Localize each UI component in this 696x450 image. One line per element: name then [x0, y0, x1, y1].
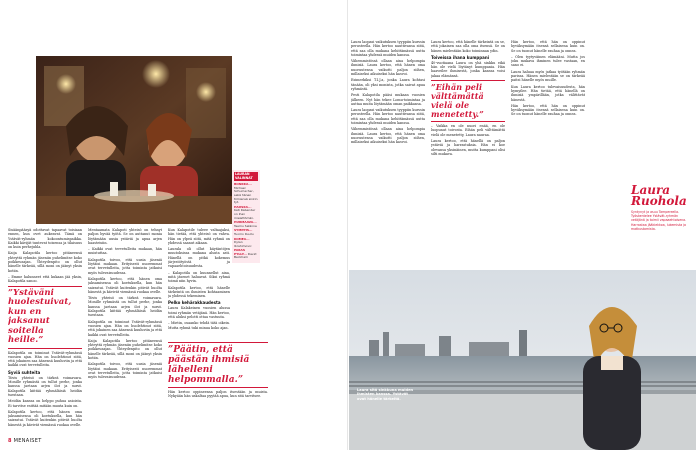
pull-quote-block-2 — [168, 340, 268, 410]
pick-key: HAUSKA... — [234, 204, 252, 209]
cafe-photo — [36, 56, 232, 224]
body-paragraph: 40-vuotiaana Laura on yhä sinkku eikä hän ole vielä löytänyt kumppania. Hän haaveilee ihmisestä, jonka kanssa voisi jakaa elämänsä. — [431, 60, 505, 78]
body-paragraph: Kun Kalapotile tuleee valtaajaksi, hän tietää, että yhteisö on vahva. Hän on ylpeä siitä, mitä ryhmä on yhdessä saanut aikaan. — [168, 228, 230, 245]
pull-quote-rule — [8, 348, 82, 349]
pull-quote-3-text: ”Eihän peli välttämättä vielä ole menetetty.” — [431, 82, 484, 120]
body-paragraph: – Emme halunneet että kukaan jää yksin, Kalapotila sanoo. — [8, 274, 82, 284]
body-paragraph: – Mietin, osaanko tehdä tätä oikein. Mutta ryhmä tuki minua koko ajan. — [168, 321, 230, 330]
body-paragraph: Kalapotila toivoo, että uusia jäseniä löytäisi mukaan. Erityisesti nuoremmat ovat tervetulleita, jotta toiminta jatkuisi myös tulevaisuudessa. — [88, 257, 162, 275]
pull-quote-rule — [8, 286, 82, 287]
body-paragraph: – Kaikki ovat tervetulleita mukaan, hän muistuttaa. — [88, 247, 162, 256]
body-paragraph: Kaija Kalapotila kertoo pitäneensä yhteyttä ryhmän jäseniin puhelimitse koko poikkeusajan. Yhteydenpito on ollut hänelle tärkeää, sillä moni on jäänyt yksin kotiin. — [88, 338, 162, 361]
profile-name: Laura Ruohola — [631, 183, 687, 208]
body-paragraph: Pesti Kalapotila pääsi mukaan vuosien jälkeen. Nyt hän tekee Lomu-toimintaa ja auttaa muita löytämään oman paikkansa. — [351, 93, 425, 106]
picks-list — [234, 183, 258, 260]
picks-heading: LAURAN VALINNAT — [234, 172, 258, 181]
body-paragraph: – Vaikka en ole nuori enää, en ole luopunut toivosta. Eihän peli välttämättä vielä ole menetetty, Laura nauraa. — [431, 124, 505, 137]
body-paragraph: Vähemmistössä ollaan aina helpompia ihmisiä. Laura kertoo, että hänen oma nuoruutensa vaikutti paljon siihen, millaiseksi aikuiseksi hän kasvoi. — [351, 127, 425, 145]
laura-picks-box — [232, 170, 260, 263]
pick-value: Kati Rabender on ihan mielettömän. — [234, 208, 256, 220]
body-paragraph: Mentaamata Kalapoti yhteisö on tehnyt paljon hyvää työtä. Se on auttanut monia löytämään uusia ystäviä ja apua arjen haasteisiin. — [88, 228, 162, 245]
pull-quote-rule — [431, 121, 505, 122]
body-paragraph: – Kalapotila on kuunnellut aina, mitä jäsenet haluavat. Siksi ryhmä toimii niin hyvin. — [168, 270, 230, 284]
profile-bio: Syntynyt ja asuu Tampereella. Työskentelee Ystävät-ryhmän vetäjänä ja toimii vapaaehtoisena. Harrastaa jääkiekkoa, lukemista ja matkustamista. — [631, 210, 687, 231]
pull-quote — [8, 289, 82, 346]
cafe-photo-image — [36, 56, 232, 224]
pick-item — [234, 206, 258, 220]
harbor-photo — [349, 270, 696, 450]
pick-item — [234, 221, 258, 228]
body-paragraph: Laura kertoo, että hänelle tärkeintä on se, että jokainen saa olla oma itsensä. Se on hänen mielestään koko toiminnan ydin. — [431, 40, 505, 53]
body-paragraph: – Olen tyytyväinen elämääni. Mutta jos joku mukava ihminen tulee vastaan, en sano ei. — [511, 54, 585, 68]
body-paragraph: Hän kertoo oppineensa paljon itsestään ja muista. Nykyään hän uskaltaa pyytää apua, kun sitä tarvitsee. — [168, 390, 268, 399]
body-paragraph: Tiivis yhteisö on tärkeä voimavara. Monille ryhmästä on tullut perhe, jonka kanssa jaetaan arjen ilot ja surut. Kalapotila kiittää ryhmäläisiä heidän tuestaan. — [88, 296, 162, 318]
pick-value: Michael Schumacher, sekä hänen tiimiensä sinkin tyt. — [234, 185, 258, 205]
magazine-brand: MENAISET — [13, 438, 42, 444]
intro-paragraph: Sisäänpääsyä odottavat tapaavat toisiaan ennen, kun ovet aukeavat. Tämä on Ystävät-ryhmän kokoontumispaikka. Kaikki kävijät tuntevat toisensa ja tilaisuus on kuin perhejuhla. — [8, 228, 82, 250]
right-page — [349, 0, 696, 450]
body-paragraph: Laura Kalakeinen vuosien alussa toimi ryhmän vetäjänä. Hän kertoo, että aluksi pelotti ottaa vastuuta. — [168, 306, 230, 320]
body-paragraph: Meidän kanssa on helppo puhua asioista. Ei tarvitse esittää mitään muuta kuin on. — [8, 399, 82, 408]
body-paragraph: Kalapotila kertoo, että hänelle tärkeintä on ihmisten kohtaaminen ja yhdessä tekeminen. — [168, 285, 230, 299]
body-paragraph: Kalapotila kertoo, että hänen oma jaksamisensa oli koetuksella, kun hän sairastui. Ystävät kuitenkin pitivät huolta hänestä ja kävivät viemässä ruokaa ovelle. — [88, 276, 162, 294]
harbor-photo-image — [349, 270, 696, 450]
body-paragraph: Laura laopasi vaikutuksen tyyppiin kurssin perusteella. Hän kertoo nauttivansa siitä, että saa olla mukana kehittämässä uutta toimintaa yhdessä muiden kanssa. — [351, 108, 425, 126]
right-column-1 — [351, 40, 425, 270]
pick-item — [234, 249, 258, 260]
body-paragraph: Laurala oli ollut käytäntöjen muutoksissa mukana alusta asti. Hänellä on pitkä kokemus järjestötyöstä ja vapaaehtoisuudesta. — [168, 247, 230, 269]
subheading: Toiveissa ihana kumppani — [431, 54, 490, 60]
subheading: Syviä suhteita — [8, 369, 41, 375]
body-paragraph: Kalapotila kertoo, että hänen oma jaksamisensa oli koetuksella, kun hän sairastui. Ystävät kuitenkin pitivät huolta hänestä ja kävivät viemässä ruokaa ovelle. — [8, 409, 82, 427]
pull-quote-rule — [431, 80, 505, 81]
pick-value: Dylan Ibrahimovic — [234, 240, 252, 248]
page-footer — [8, 438, 42, 444]
subheading: Pelko kehärakkaudesta — [168, 300, 221, 306]
pull-quote-3 — [431, 83, 505, 119]
pick-value: Tuomo Ruutu — [234, 231, 254, 236]
pick-key: HURMAAVA... — [234, 220, 257, 225]
body-paragraph: Laura kertoo, että hänellä on paljon ystäviä ja harrastuksia. Hän ei koe olevansa yksinäinen, mutta kumppani olisi silti mukava. — [431, 138, 505, 156]
right-column-3 — [511, 40, 585, 270]
pull-quote-rule — [168, 342, 268, 343]
body-paragraph: Hän kertoo, että hän on oppinut hyväksymään itsensä sellaisena kuin on. Se on tuonut hänelle rauhaa ja onnea. — [511, 103, 585, 117]
body-paragraph: Kalapotila toivoo, että uusia jäseniä löytäisi mukaan. Erityisesti nuoremmat ovat tervetulleita, jotta toiminta jatkuisi myös tulevaisuudessa. — [88, 362, 162, 380]
pull-quote-text: ”Ystäväni huolestuivat, kun en jaksanut soitella heille.” — [8, 287, 72, 346]
body-paragraph: Laura laopasi vaikutuksen tyyppiin kurssin perusteella. Hän kertoo nauttivansa siitä, että saa olla mukana kehittämässä uutta toimintaa yhdessä muiden kanssa. — [351, 40, 425, 57]
left-column-1 — [8, 228, 82, 438]
body-paragraph: Kalapotila on toiminut Ystävät-ryhmässä vuosien ajan. Hän on huolehtinut siitä, että jokainen saa äänensä kuuluviin ja että kaikki ovat tervetulleita. — [8, 350, 82, 368]
body-paragraph: Tiivis yhteisö on tärkeä voimavara. Monille ryhmästä on tullut perhe, jonka kanssa jaetaan arjen ilot ja surut. Kalapotila kiittää ryhmäläisiä heidän tuestaan. — [8, 375, 82, 397]
pick-key: BONKKA... — [234, 182, 252, 187]
left-column-2 — [88, 228, 162, 438]
profile-name-block — [631, 185, 691, 231]
pick-item — [234, 229, 258, 236]
page-number: 8 — [8, 438, 12, 444]
pick-item — [234, 238, 258, 249]
pick-value: David Beckham — [234, 251, 257, 260]
pull-quote-2-text: ”Päätin, että päästän ihmisiä lähelleni helpommalla.” — [168, 345, 250, 385]
body-paragraph: Esimerkiksi T.I.J.a, jonka Laura kohtasi tänään, oli yksi monista, jotka saivat apua ryhmästä. — [351, 78, 425, 91]
pick-item — [234, 183, 258, 205]
body-paragraph: Hän kertoo, että hän on oppinut hyväksymään itsensä sellaisena kuin on. Se on tuonut hänelle rauhaa ja onnea. — [511, 40, 585, 53]
body-paragraph: Laura haluaa myös jatkaa työtään ryhmän parissa. Hänen mielestään se on tärkeää paitsi hänelle myös muille. — [511, 69, 585, 83]
body-paragraph: Kaija Kalapotila kertoo pitäneensä yhteyttä ryhmän jäseniin puhelimitse koko poikkeusajan. Yhteydenpito on ollut hänelle tärkeää, sillä moni on jäänyt yksin kotiin. — [8, 251, 82, 273]
pull-quote-2 — [168, 345, 268, 385]
photo-caption: Laura sitä sinkkuna muiden ihmisten kanssa. Ystävät ovat hänelle tärkeitä. — [357, 388, 414, 401]
pick-value: Teemu Selänne — [234, 223, 257, 228]
pull-quote-rule — [168, 387, 268, 388]
pick-key: SYMPPIS... — [234, 228, 253, 233]
pick-key: KOMEA... — [234, 236, 250, 241]
body-paragraph: Kalapotila on toiminut Ystävät-ryhmässä vuosien ajan. Hän on huolehtinut siitä, että jokainen saa äänensä kuuluviin ja että kaikki ovat tervetulleita. — [88, 319, 162, 337]
body-paragraph: Vähemmistössä ollaan aina helpompia ihmisiä. Laura kertoo, että hänen oma nuoruutensa vaikutti paljon siihen, millaiseksi aikuiseksi hän kasvoi. — [351, 59, 425, 77]
right-column-2 — [431, 40, 505, 270]
body-paragraph: Kun Laura kertoo tulevaisuudesta, hän hymyilee. Hän tietää, että hänellä on ihmisiä ympärillään, jotka välittävät hänestä. — [511, 84, 585, 102]
pick-key: PARAS PYLLY... — [234, 248, 247, 256]
